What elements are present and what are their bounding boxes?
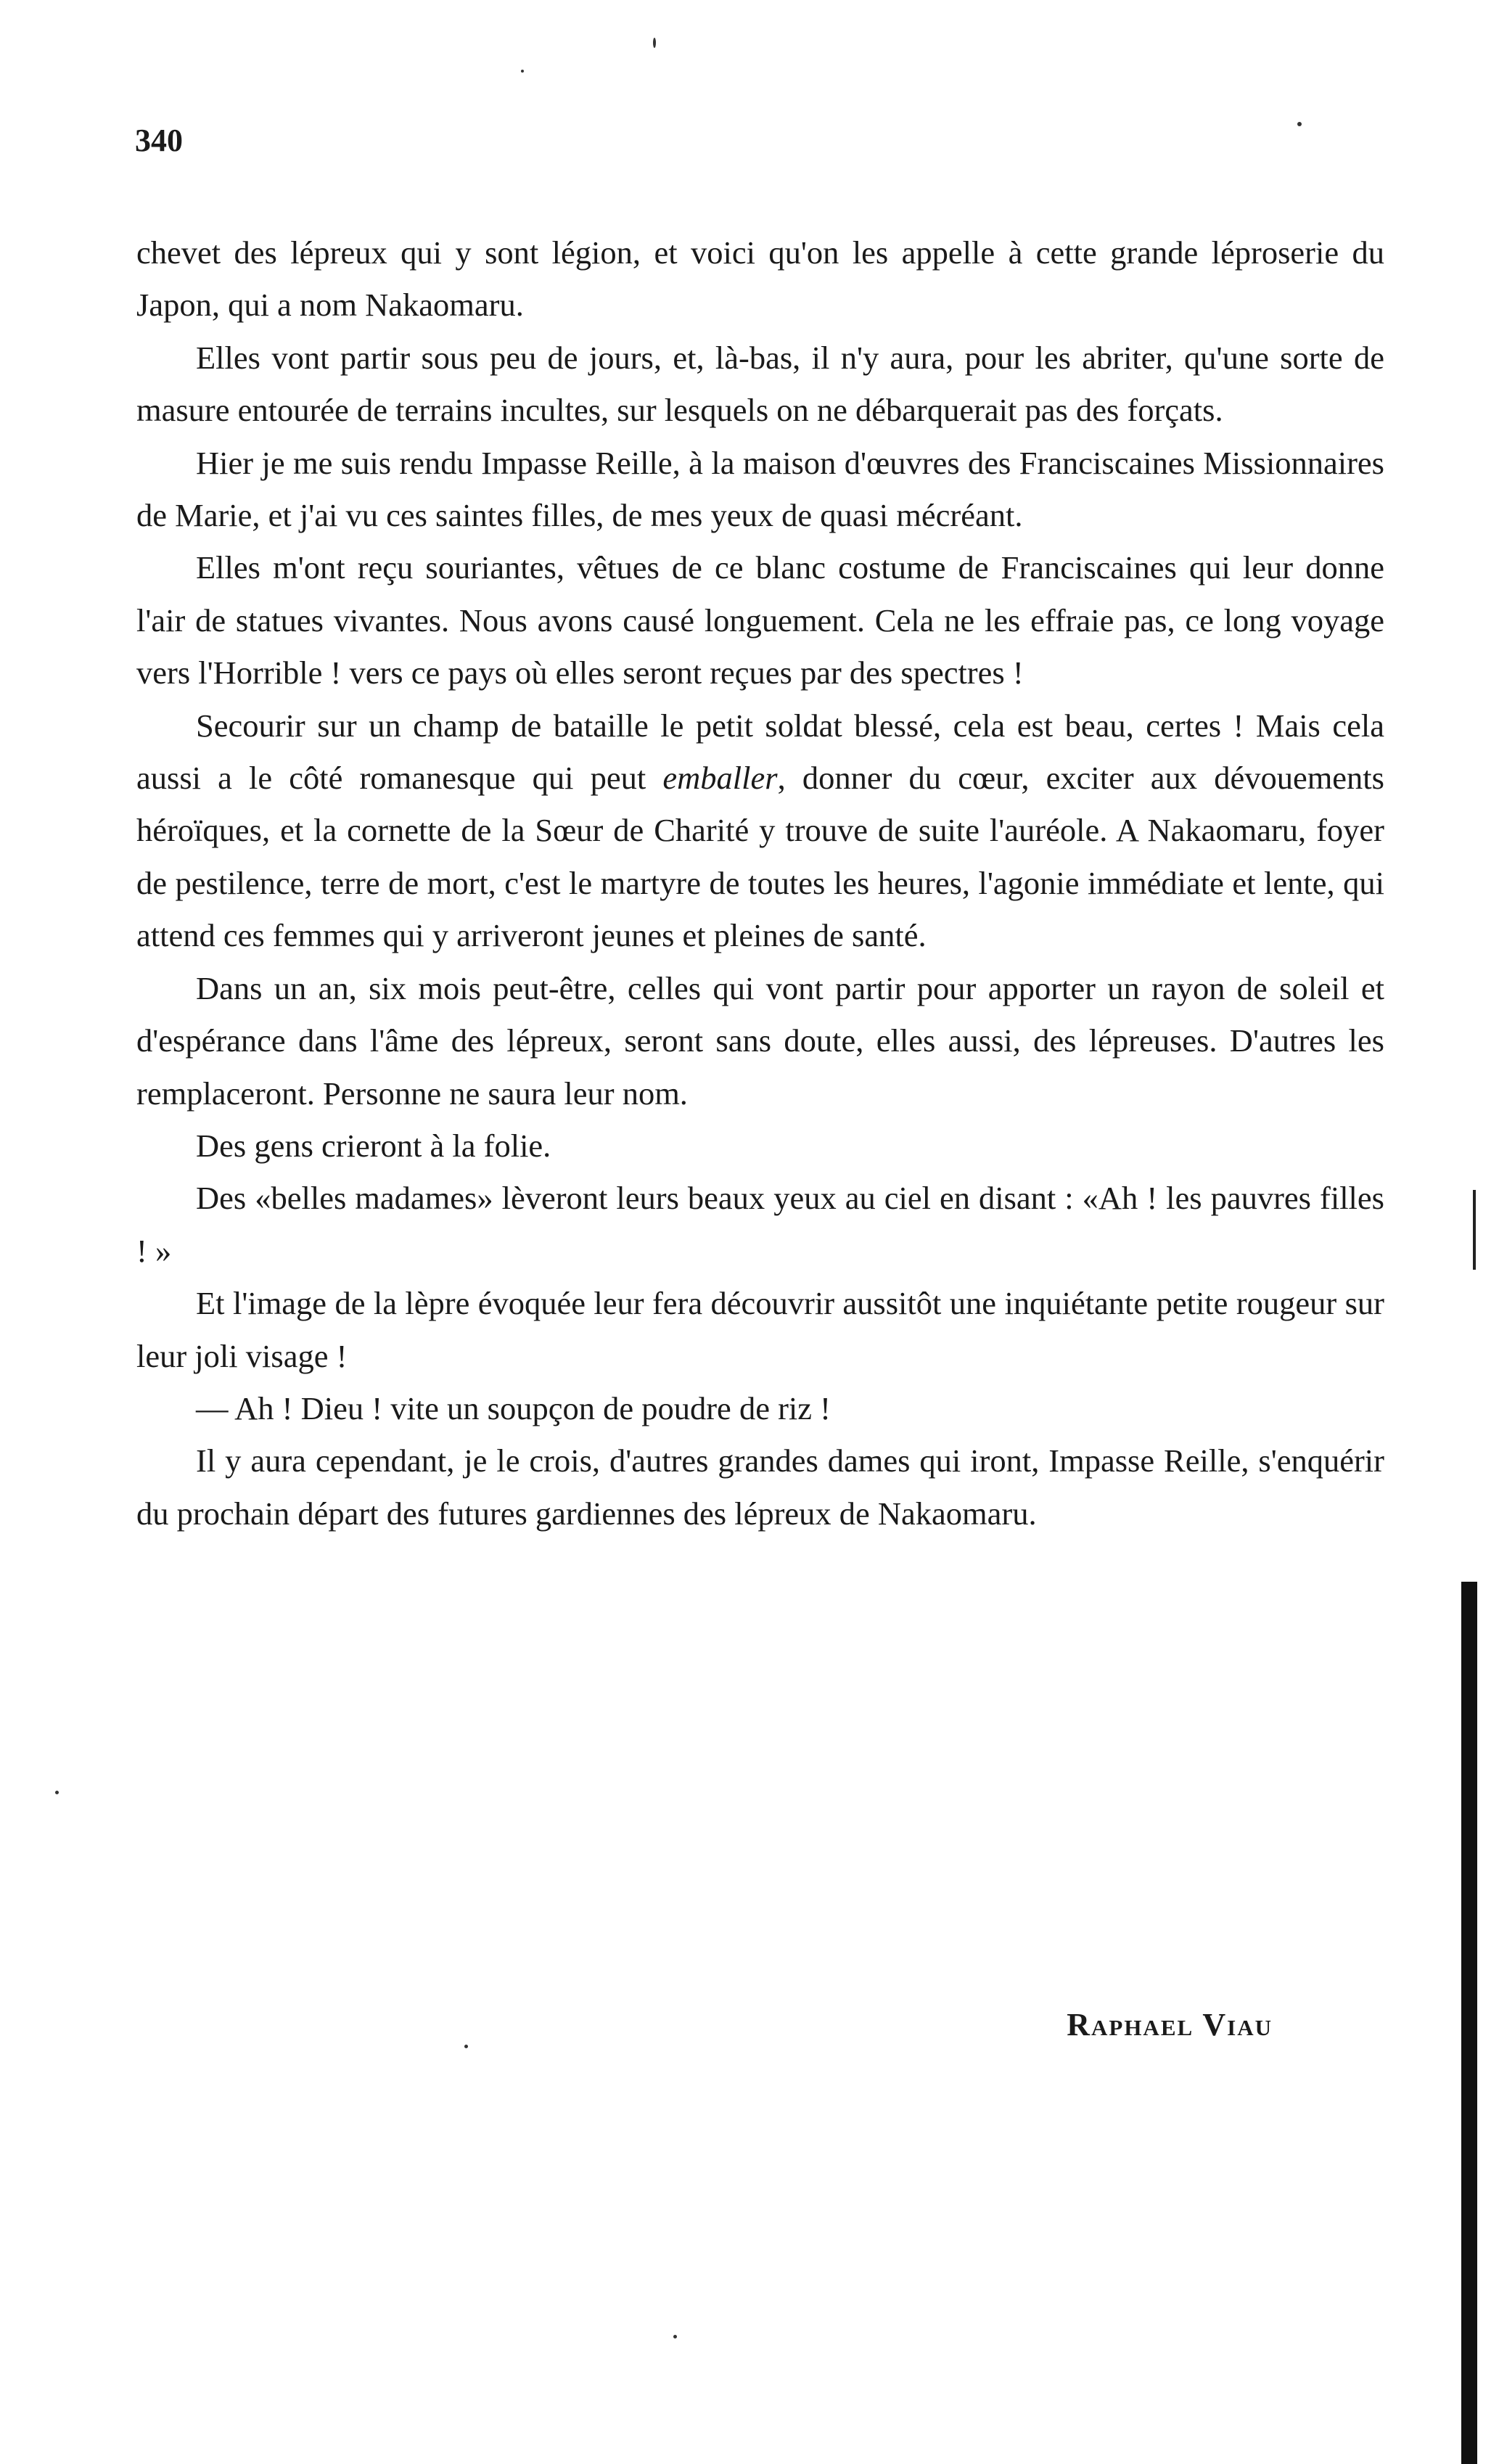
scan-edge-mark xyxy=(1473,1190,1476,1270)
italic-word: emballer xyxy=(662,760,778,797)
paragraph: Et l'image de la lèpre évoquée leur fera découvrir aussitôt une inquiétante petite rougeur sur leur joli visage ! xyxy=(136,1285,1384,1374)
body-text xyxy=(136,226,1384,1540)
page-number: 340 xyxy=(135,123,183,158)
ink-speck xyxy=(1297,122,1302,126)
paragraph: Dans un an, six mois peut-être, celles qui vont partir pour apporter un rayon de soleil et d'espérance dans l'âme des lépreux, seront sans doute, elles aussi, des lépreuses. D'autres les remplaceront. Personne ne saura leur nom. xyxy=(136,969,1384,1112)
paragraph xyxy=(136,699,1384,962)
ink-speck xyxy=(521,70,524,73)
paragraph-text: Secourir sur un champ de bataille le petit soldat blessé, cela est beau, certes ! Mais cela aussi a le côté romanesque qui peut xyxy=(136,707,1384,797)
paragraph: chevet des lépreux qui y sont légion, et voici qu'on les appelle à cette grande léproserie du Japon, qui a nom Nakaomaru. xyxy=(136,234,1384,324)
paragraph: Elles vont partir sous peu de jours, et, là-bas, il n'y aura, pour les abriter, qu'une sorte de masure entourée de terrains incultes, sur lesquels on ne débarquerait pas des forçats. xyxy=(136,339,1384,429)
ink-speck xyxy=(464,2045,468,2048)
paragraph: Des «belles madames» lèveront leurs beaux yeux au ciel en disant : «Ah ! les pauvres filles ! » xyxy=(136,1180,1384,1269)
paragraph: Hier je me suis rendu Impasse Reille, à la maison d'œuvres des Franciscaines Missionnaires de Marie, et j'ai vu ces saintes filles, de mes yeux de quasi mécréant. xyxy=(136,444,1384,534)
scan-edge-shadow xyxy=(1461,1582,1477,2464)
ink-speck xyxy=(673,2335,677,2338)
ink-speck xyxy=(55,1791,59,1794)
ink-speck xyxy=(653,38,656,48)
paragraph-text: , donner du cœur, exciter aux dévouements héroïques, et la cornette de la Sœur de Charité y trouve de suite l'auréole. A Nakaomaru, foyer de pestilence, terre de mort, c'est le martyre de toutes les heures, l'agonie immédiate et lente, qui attend ces femmes qui y arriveront jeunes et pleines de santé. xyxy=(136,760,1384,954)
paragraph: Des gens crieront à la folie. xyxy=(196,1127,551,1164)
paragraph: Elles m'ont reçu souriantes, vêtues de ce blanc costume de Franciscaines qui leur donne l'air de statues vivantes. Nous avons causé longuement. Cela ne les effraie pas, ce long voyage vers l'Horrible ! vers ce pays où elles seront reçues par des spectres ! xyxy=(136,549,1384,691)
paragraph: — Ah ! Dieu ! vite un soupçon de poudre de riz ! xyxy=(196,1389,831,1426)
author-signature: Raphael Viau xyxy=(1067,2007,1273,2042)
paragraph: Il y aura cependant, je le crois, d'autres grandes dames qui iront, Impasse Reille, s'enquérir du prochain départ des futures gardiennes des lépreux de Nakaomaru. xyxy=(136,1442,1384,1532)
